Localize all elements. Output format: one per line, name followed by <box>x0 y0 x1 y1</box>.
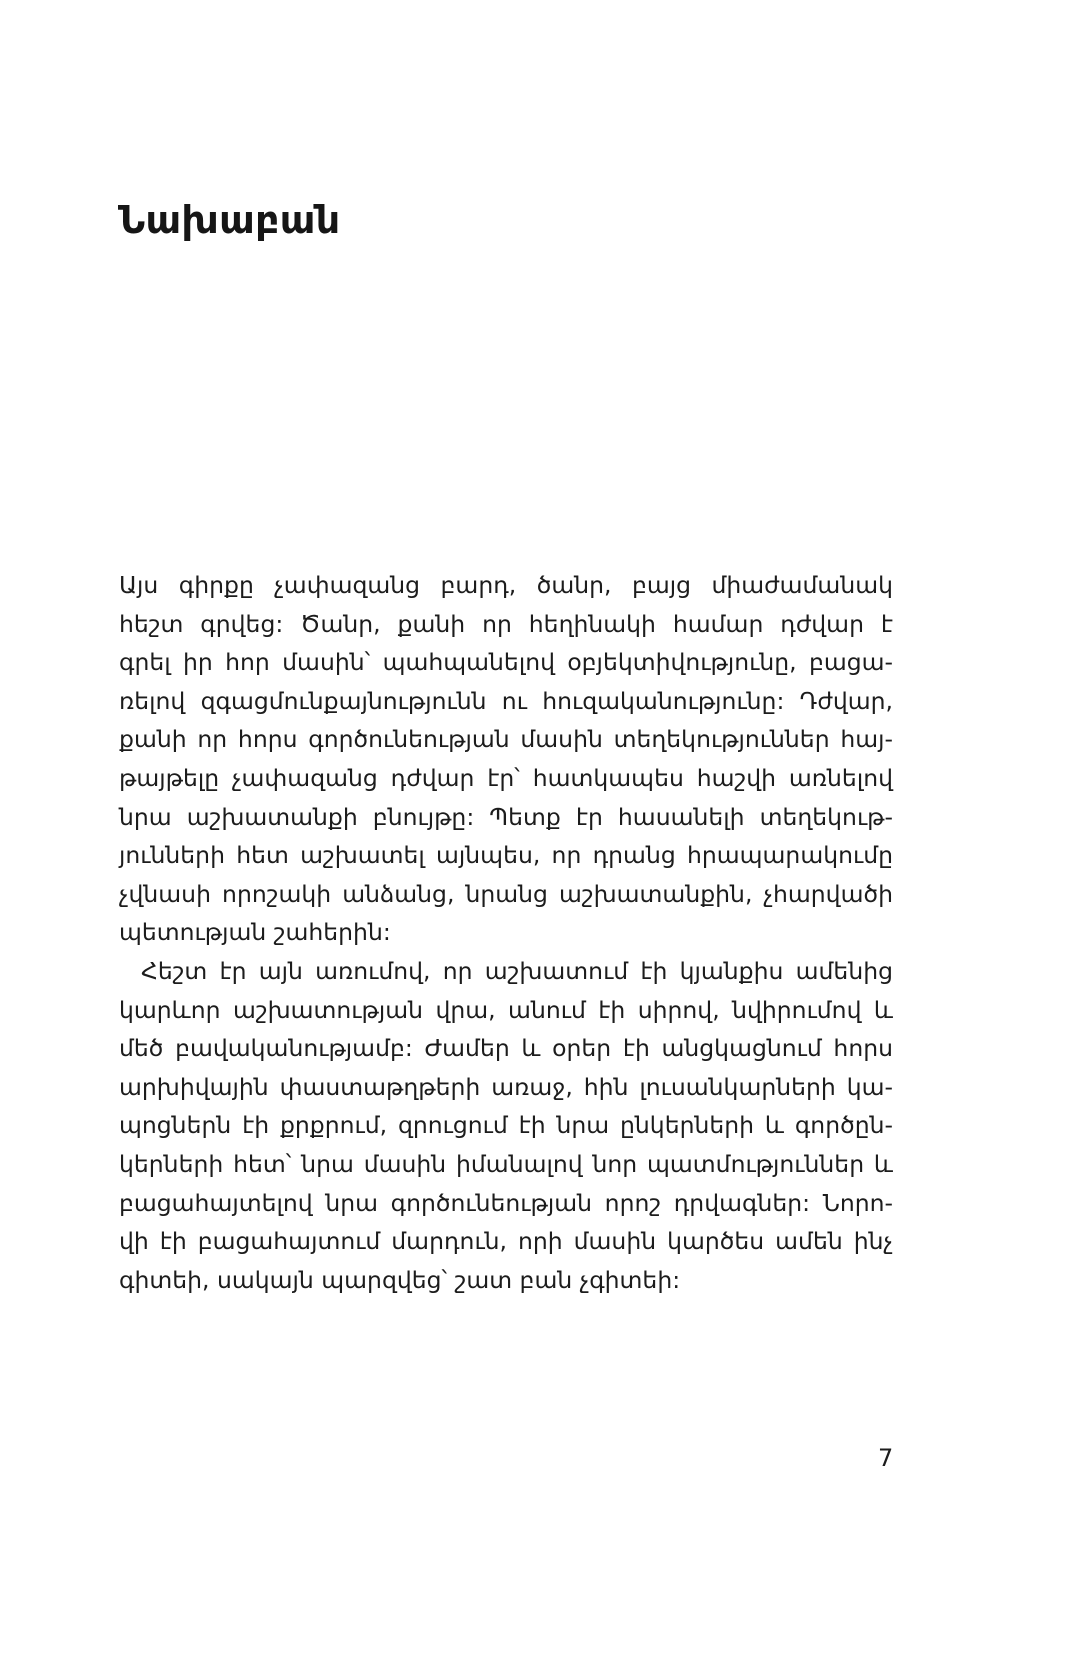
text-line: վի էի բացահայտում մարդուն, որի մասին կարծես ամեն ինչ <box>119 1227 893 1256</box>
paragraph-1 <box>119 566 893 952</box>
text-line: հեշտ գրվեց: Ծանր, քանի որ հեղինակի համար դժվար է <box>119 609 893 638</box>
text-line: բացահայտելով նրա գործունեության որոշ դրվագներ: Նորո- <box>119 1188 893 1217</box>
text-line: ռելով զգացմունքայնությունն ու հուզականությունը: Դժվար, <box>119 686 893 715</box>
paragraph-2 <box>119 952 893 1299</box>
page-number: 7 <box>878 1444 894 1472</box>
text-line: կերների հետ՝ նրա մասին իմանալով նոր պատմություններ և <box>119 1149 893 1178</box>
text-line: նրա աշխատանքի բնույթը: Պետք էր հասանելի տեղեկութ- <box>119 802 893 831</box>
text-line: Հեշտ էր այն առումով, որ աշխատում էի կյանքիս ամենից <box>141 956 893 985</box>
text-line: պետության շահերին: <box>119 918 391 947</box>
text-line: կարևոր աշխատության վրա, անում էի սիրով, նվիրումով և <box>119 995 893 1024</box>
text-line: թայթելը չափազանց դժվար էր՝ հատկապես հաշվի առնելով <box>119 763 893 792</box>
chapter-title: Նախաբան <box>118 198 341 242</box>
text-line: արխիվային փաստաթղթերի առաջ, հին լուսանկարների կա- <box>119 1072 893 1101</box>
text-line: գիտեի, սակայն պարզվեց՝ շատ բան չգիտեի: <box>119 1265 681 1294</box>
text-line: գրել իր հոր մասին՝ պահպանելով օբյեկտիվությունը, բացա- <box>119 648 893 677</box>
text-line: քանի որ հորս գործունեության մասին տեղեկություններ հայ- <box>119 725 893 754</box>
body-text <box>119 566 893 1299</box>
text-line: չվնասի որոշակի անձանց, նրանց աշխատանքին, չհարվածի <box>119 879 893 908</box>
text-line: մեծ բավականությամբ: Ժամեր և օրեր էի անցկացնում հորս <box>119 1034 893 1063</box>
text-line: Այս գիրքը չափազանց բարդ, ծանր, բայց միաժամանակ <box>119 571 893 599</box>
text-line: պոցներն էի քրքրում, զրուցում էի նրա ընկերների և գործըն- <box>119 1111 893 1140</box>
text-line: յունների հետ աշխատել այնպես, որ դրանց հրապարակումը <box>119 841 893 870</box>
